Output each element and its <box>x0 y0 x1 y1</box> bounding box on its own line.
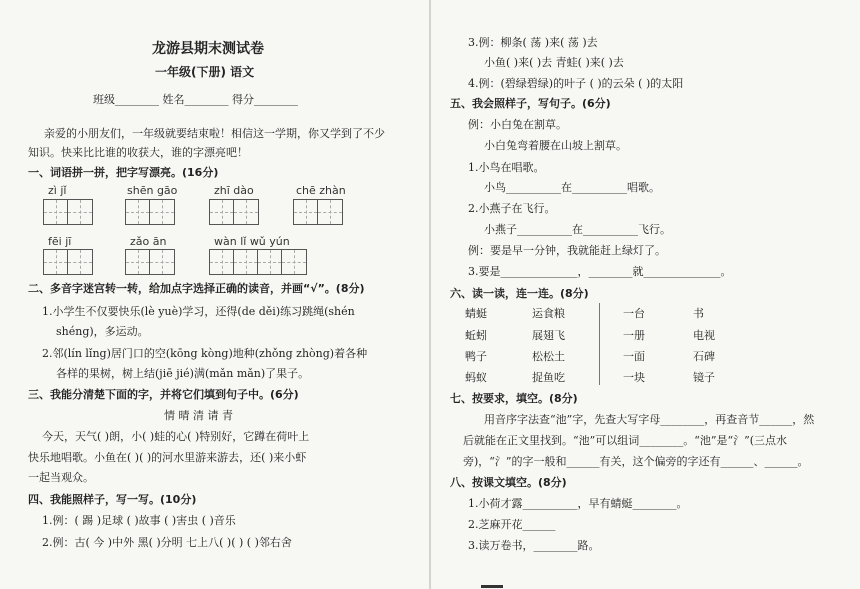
s3-line-1: 今天，天气( )朗，小( )蛙的心( )特别好，它蹲在荷叶上 <box>42 430 310 443</box>
s8-line-1[interactable]: 1.小荷才露__________，早有蜻蜓________。 <box>468 497 688 510</box>
page-footer-mark <box>481 585 503 588</box>
s7-line-2[interactable]: 后就能在正文里找到。“池”可以组词________。“池”是“氵”(三点水 <box>463 434 788 447</box>
writing-grid[interactable] <box>293 199 343 225</box>
section-4-heading: 四、我能照样子，写一写。(10分) <box>28 493 197 506</box>
exam-title: 龙游县期末测试卷 <box>152 41 264 57</box>
pinyin-label: wàn lǐ wǔ yún <box>214 235 290 248</box>
pinyin-label: fēi jī <box>48 235 72 248</box>
r-line-3: 3.例：柳条( 荡 )来( 荡 )去 <box>468 36 598 49</box>
match-item[interactable]: 蚯蚓 <box>465 329 487 342</box>
s3-char-bank: 情 晴 清 请 青 <box>164 409 233 422</box>
s3-line-2: 快乐地唱歌。小鱼在( )( )的河水里游来游去，还( )来小虾 <box>28 451 307 464</box>
s7-line-1[interactable]: 用音序字法查“池”字，先查大写字母________，再查音节______，然 <box>484 413 815 426</box>
s5-example-3: 例：要是早一分钟，我就能赶上绿灯了。 <box>468 244 666 257</box>
r-line-3b: 小鱼( )来( )去 青蛙( )来( )去 <box>484 56 624 69</box>
exam-subtitle: 一年级(下册) 语文 <box>155 65 255 79</box>
s8-line-2[interactable]: 2.芝麻开花______ <box>468 518 556 531</box>
s5-example: 例：小白兔在割草。 <box>468 118 567 131</box>
intro-line-2: 知识。快来比比谁的收获大，谁的字漂亮吧！ <box>28 146 248 159</box>
writing-grid[interactable] <box>209 199 259 225</box>
student-info-line[interactable]: 班级________ 姓名________ 得分________ <box>93 93 298 106</box>
s5-example-answer: 小白兔弯着腰在山坡上割草。 <box>484 139 627 152</box>
section-2-heading: 二、多音字迷宫转一转，给加点字选择正确的读音，并画“√”。(8分) <box>28 282 365 295</box>
match-item[interactable]: 镜子 <box>693 371 715 384</box>
s4-line-1: 1.例：( 踢 )足球 ( )故事 ( )害虫 ( )音乐 <box>42 514 236 527</box>
page-fold <box>429 0 431 589</box>
s7-line-3[interactable]: 旁)，“氵”的字一般和______有关，这个偏旁的字还有______、______。 <box>463 455 809 468</box>
writing-grid[interactable] <box>125 249 175 275</box>
match-item[interactable]: 蜻蜓 <box>465 307 487 320</box>
match-item[interactable]: 鸭子 <box>465 350 487 363</box>
intro-line-1: 亲爱的小朋友们，一年级就要结束啦！相信这一学期，你又学到了不少 <box>44 127 385 140</box>
writing-grid[interactable] <box>209 249 307 275</box>
writing-grid[interactable] <box>43 199 93 225</box>
pinyin-label: shēn gāo <box>127 184 178 197</box>
match-item[interactable]: 一册 <box>623 329 645 342</box>
match-item[interactable]: 运食粮 <box>532 307 565 320</box>
section-3-heading: 三、我能分清楚下面的字，并将它们填到句子中。(6分) <box>28 388 299 401</box>
s8-line-3[interactable]: 3.读万卷书，________路。 <box>468 539 600 552</box>
writing-grid[interactable] <box>125 199 175 225</box>
section-1-heading: 一、词语拼一拼，把字写漂亮。(16分) <box>28 166 219 179</box>
writing-grid[interactable] <box>43 249 93 275</box>
s5-question-1: 1.小鸟在唱歌。 <box>468 161 545 174</box>
match-item[interactable]: 蚂蚁 <box>465 371 487 384</box>
match-item[interactable]: 电视 <box>693 329 715 342</box>
pinyin-label: zǎo ān <box>130 235 167 248</box>
section-7-heading: 七、按要求，填空。(8分) <box>450 392 578 405</box>
match-item[interactable]: 石碑 <box>693 350 715 363</box>
pinyin-label: zì jǐ <box>48 184 67 197</box>
match-item[interactable]: 一台 <box>623 307 645 320</box>
s5-question-2: 2.小燕子在飞行。 <box>468 202 556 215</box>
r-line-4: 4.例：(碧绿碧绿)的叶子 ( )的云朵 ( )的太阳 <box>468 77 684 90</box>
s2-line-3: 2.邻(lín lǐng)居门口的空(kōng kòng)地种(zhǒng zhòng)着各种 <box>42 347 368 360</box>
pinyin-label: chē zhàn <box>296 184 346 197</box>
s2-line-1: 1.小学生不仅要快乐(lè yuè)学习，还得(de děi)练习跳绳(shén <box>42 305 355 318</box>
match-item[interactable]: 捉鱼吃 <box>532 371 565 384</box>
s2-line-2: shéng)，多运动。 <box>56 325 149 338</box>
match-item[interactable]: 书 <box>693 307 704 320</box>
s5-answer-1[interactable]: 小鸟__________在__________唱歌。 <box>484 181 660 194</box>
match-divider <box>599 303 600 385</box>
match-item[interactable]: 松松土 <box>532 350 565 363</box>
pinyin-label: zhī dào <box>214 184 254 197</box>
s5-answer-2[interactable]: 小燕子__________在__________飞行。 <box>484 223 671 236</box>
s3-line-3: 一起当观众。 <box>28 471 94 484</box>
section-8-heading: 八、按课文填空。(8分) <box>450 476 567 489</box>
section-5-heading: 五、我会照样子，写句子。(6分) <box>450 97 611 110</box>
s2-line-4: 各样的果树，树上结(jiē jié)满(mǎn mǎn)了果子。 <box>56 367 310 380</box>
s4-line-2: 2.例：古( 今 )中外 黑( )分明 七上八( )( ) ( )邻右舍 <box>42 536 292 549</box>
s5-question-3[interactable]: 3.要是______________，________就______________。 <box>468 265 732 278</box>
section-6-heading: 六、读一读，连一连。(8分) <box>450 287 589 300</box>
match-item[interactable]: 一面 <box>623 350 645 363</box>
match-item[interactable]: 一块 <box>623 371 645 384</box>
match-item[interactable]: 展翅飞 <box>532 329 565 342</box>
